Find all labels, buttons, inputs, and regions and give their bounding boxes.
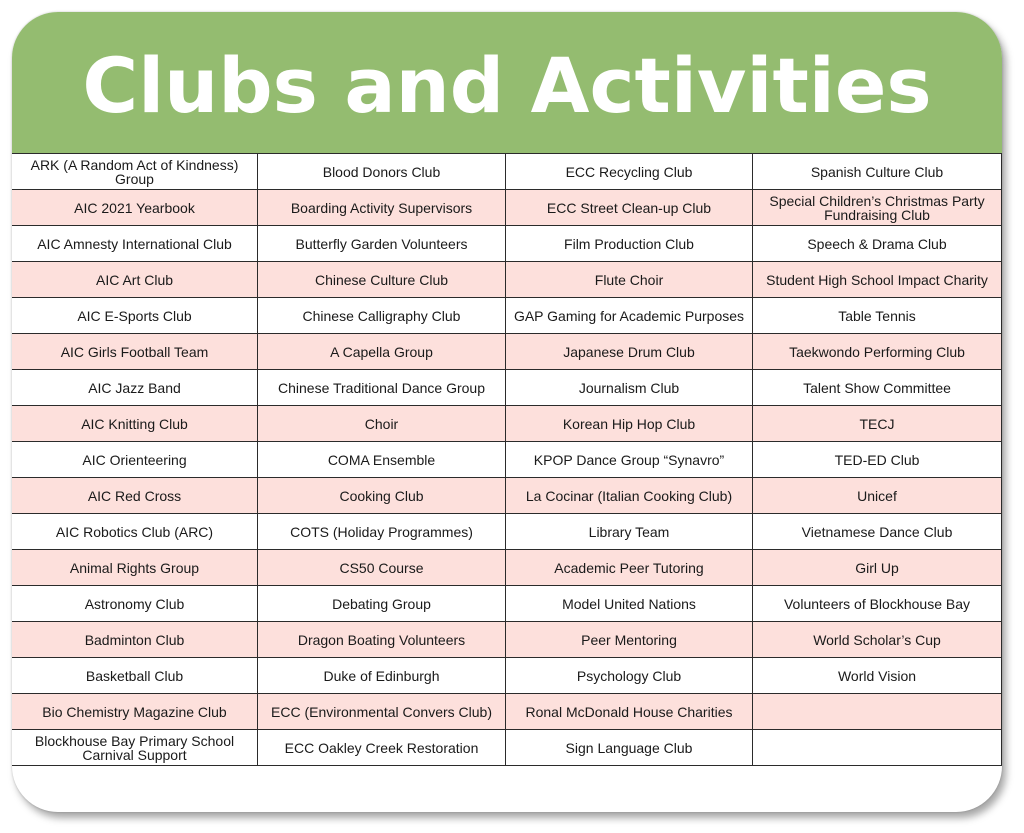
table-row [12,154,1002,190]
table-cell: Special Children’s Christmas Party Fundraising Club [753,190,1002,226]
table-cell: ECC (Environmental Convers Club) [258,694,506,730]
table-cell: COTS (Holiday Programmes) [258,514,506,550]
clubs-table [12,153,1002,766]
table-cell: AIC 2021 Yearbook [12,190,258,226]
table-cell: Talent Show Committee [753,370,1002,406]
table-row [12,262,1002,298]
table-row [12,514,1002,550]
table-row [12,370,1002,406]
table-cell: AIC Orienteering [12,442,258,478]
table-row [12,730,1002,766]
table-row [12,586,1002,622]
table-cell: Korean Hip Hop Club [506,406,753,442]
table-cell: Ronal McDonald House Charities [506,694,753,730]
table-row [12,442,1002,478]
table-cell: ARK (A Random Act of Kindness) Group [12,154,258,190]
table-cell: Spanish Culture Club [753,154,1002,190]
table-cell: World Vision [753,658,1002,694]
table-cell: GAP Gaming for Academic Purposes [506,298,753,334]
table-cell: ECC Oakley Creek Restoration [258,730,506,766]
table-cell: Speech & Drama Club [753,226,1002,262]
table-cell: Library Team [506,514,753,550]
table-cell: Journalism Club [506,370,753,406]
table-cell: Taekwondo Performing Club [753,334,1002,370]
clubs-card [12,12,1002,812]
table-cell: Badminton Club [12,622,258,658]
table-cell: Model United Nations [506,586,753,622]
table-cell: AIC Art Club [12,262,258,298]
table-row [12,550,1002,586]
table-row [12,298,1002,334]
table-cell: A Capella Group [258,334,506,370]
table-cell: AIC Girls Football Team [12,334,258,370]
table-cell: AIC Jazz Band [12,370,258,406]
table-row [12,406,1002,442]
table-cell: Student High School Impact Charity [753,262,1002,298]
table-cell: Volunteers of Blockhouse Bay [753,586,1002,622]
table-cell: COMA Ensemble [258,442,506,478]
table-cell: Flute Choir [506,262,753,298]
table-row [12,694,1002,730]
table-cell: Table Tennis [753,298,1002,334]
table-cell: TECJ [753,406,1002,442]
table-cell: Choir [258,406,506,442]
table-cell: Chinese Culture Club [258,262,506,298]
table-cell: AIC Amnesty International Club [12,226,258,262]
table-cell: La Cocinar (Italian Cooking Club) [506,478,753,514]
table-cell: CS50 Course [258,550,506,586]
table-cell: Peer Mentoring [506,622,753,658]
table-cell: KPOP Dance Group “Synavro” [506,442,753,478]
table-cell: ECC Street Clean-up Club [506,190,753,226]
page-title: Clubs and Activities [82,40,932,130]
table-cell [753,730,1002,766]
table-cell: Duke of Edinburgh [258,658,506,694]
table-row [12,658,1002,694]
table-cell: Dragon Boating Volunteers [258,622,506,658]
table-cell: Chinese Calligraphy Club [258,298,506,334]
table-row [12,334,1002,370]
table-cell: Chinese Traditional Dance Group [258,370,506,406]
table-cell: Basketball Club [12,658,258,694]
table-cell: Film Production Club [506,226,753,262]
table-cell: Japanese Drum Club [506,334,753,370]
table-cell: Academic Peer Tutoring [506,550,753,586]
table-cell: Debating Group [258,586,506,622]
table-cell: Cooking Club [258,478,506,514]
table-cell: Bio Chemistry Magazine Club [12,694,258,730]
table-cell: Unicef [753,478,1002,514]
table-cell: Blood Donors Club [258,154,506,190]
table-cell: Boarding Activity Supervisors [258,190,506,226]
table-cell: ECC Recycling Club [506,154,753,190]
table-cell: Blockhouse Bay Primary School Carnival Support [12,730,258,766]
table-row [12,478,1002,514]
table-cell: Sign Language Club [506,730,753,766]
table-cell: AIC Red Cross [12,478,258,514]
table-row [12,226,1002,262]
table-cell: Butterfly Garden Volunteers [258,226,506,262]
table-cell: Vietnamese Dance Club [753,514,1002,550]
table-cell: World Scholar’s Cup [753,622,1002,658]
table-row [12,622,1002,658]
table-cell: Psychology Club [506,658,753,694]
table-cell: Animal Rights Group [12,550,258,586]
table-cell: Astronomy Club [12,586,258,622]
table-cell: AIC Robotics Club (ARC) [12,514,258,550]
table-row [12,190,1002,226]
title-banner [12,12,1002,153]
table-cell [753,694,1002,730]
table-cell: Girl Up [753,550,1002,586]
table-cell: TED-ED Club [753,442,1002,478]
table-cell: AIC Knitting Club [12,406,258,442]
table-cell: AIC E-Sports Club [12,298,258,334]
